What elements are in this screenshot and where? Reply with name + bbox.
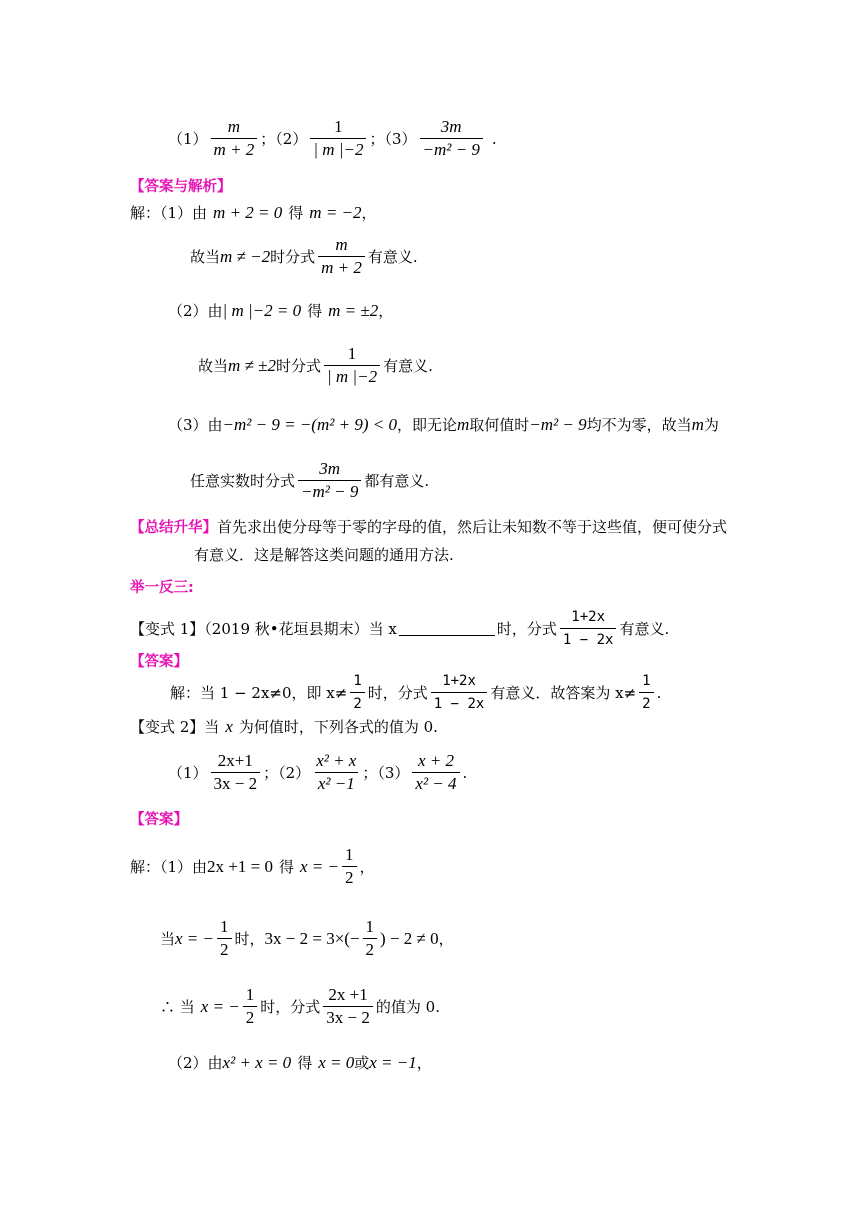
text: ，即无论 <box>396 416 457 434</box>
text: ， <box>378 302 394 320</box>
text: 解：当 1 − 2x≠0，即 x≠ <box>170 684 348 702</box>
answer-2-step-4 <box>168 1052 432 1073</box>
text: 解：（1）由 <box>130 204 208 222</box>
text: 时，分式 <box>496 620 557 638</box>
text: ， <box>416 1054 432 1072</box>
fraction: $\frac{1+2x}{1 - 2x}$ <box>560 608 617 649</box>
text: 有意义. <box>367 248 418 266</box>
equation: x = − <box>300 856 339 876</box>
answer-analysis-heading: 【答案与解析】 <box>130 179 232 195</box>
text: 均不为零，故当 <box>586 416 692 434</box>
expression: −m² − 9 <box>529 414 587 434</box>
text: 都有意义. <box>364 472 430 490</box>
text: ∴ 当 <box>160 998 195 1016</box>
answer-heading-2: 【答案】 <box>130 812 188 828</box>
fraction: $\frac{m}{m + 2}$ <box>318 236 365 277</box>
text: ， <box>361 204 377 222</box>
text: ；（2） <box>263 764 311 782</box>
answer-1 <box>170 672 661 713</box>
fraction: $\frac{1}{2}$ <box>217 918 232 959</box>
text: （3）由 <box>168 416 223 434</box>
answer-2-step-2 <box>160 918 454 959</box>
text: 得 <box>278 858 294 876</box>
problem-label-1: （1） <box>168 130 208 148</box>
variant-1 <box>130 608 669 649</box>
variant-2-list <box>168 752 467 793</box>
problem-label-2: ；（2） <box>260 130 308 148</box>
fraction: $\frac{3m}{\text{−m² − 9}}$ <box>298 460 361 501</box>
equation: x = − <box>175 928 215 948</box>
fraction: $\frac{1}{2}$ <box>342 846 357 887</box>
text: ；（3） <box>362 764 410 782</box>
equation: 3x − 2 = 3×(− <box>264 928 360 948</box>
variant-2 <box>130 716 438 737</box>
solution-3-conclusion <box>190 460 429 501</box>
text: 时，分式 <box>367 684 428 702</box>
solution-1 <box>130 202 377 223</box>
answer-heading-1: 【答案】 <box>130 654 188 670</box>
equation: x = 0 <box>318 1052 355 1072</box>
text: 任意实数时分式 <box>190 472 296 490</box>
text: 为 <box>703 416 719 434</box>
equation: x² + x = 0 <box>222 1052 292 1072</box>
text: 或 <box>354 1054 370 1072</box>
variable: m <box>691 414 704 434</box>
fraction: $\frac{1}{| m |-2}$ <box>324 345 380 386</box>
text: （1） <box>168 764 208 782</box>
answer-2-step-1 <box>130 846 375 887</box>
text: 的值为 0. <box>375 998 440 1016</box>
problem-label-3: ；（3） <box>369 130 417 148</box>
equation: m ≠ −2 <box>220 246 271 266</box>
text: . <box>656 683 662 702</box>
text: 【变式 1】（2019 秋•花垣县期末）当 x <box>130 620 397 638</box>
fraction-3: $\frac{3m}{\text{−m² − 9}}$ <box>420 118 483 159</box>
fraction: $\frac{x + 2}{\text{x² − 4}}$ <box>412 752 459 793</box>
practice-heading: 举一反三: <box>130 580 194 596</box>
text: （2）由 <box>168 302 223 320</box>
solution-1-conclusion <box>190 236 418 277</box>
text: 有意义. <box>619 620 670 638</box>
answer-blank <box>399 621 495 636</box>
text: 有意义．这是解答这类问题的通用方法. <box>194 546 454 564</box>
text: 时，分式 <box>260 998 321 1016</box>
solution-2-conclusion <box>198 345 433 386</box>
fraction: $\frac{2x +1}{3x - 2}$ <box>323 986 373 1027</box>
equation: | m |−2 = 0 <box>222 300 302 320</box>
equation: x = − <box>200 996 240 1016</box>
equation: 2x +1 = 0 <box>207 856 273 876</box>
fraction: $\frac{1}{2}$ <box>243 986 258 1027</box>
text: （2）由 <box>168 1054 223 1072</box>
equation: ) − 2 ≠ 0 <box>380 928 439 948</box>
text: 时， <box>234 930 265 948</box>
text: 故当 <box>190 248 221 266</box>
variable: x <box>225 716 233 736</box>
text: 得 <box>288 204 304 222</box>
fraction-2: $\frac{1}{| m |-2}$ <box>310 118 366 159</box>
equation: m = ±2 <box>328 300 379 320</box>
equation: x = −1 <box>369 1052 417 1072</box>
text: ， <box>359 858 375 876</box>
fraction: $\frac{1}{2}$ <box>350 672 364 713</box>
text: 当 <box>160 930 176 948</box>
fraction: $\frac{\text{x² + x}}{\text{x² −1}}$ <box>316 751 357 793</box>
text: 解：（1）由 <box>130 858 208 876</box>
text: 首先求出使分母等于零的字母的值，然后让未知数不等于这些值，便可使分式 <box>217 518 728 536</box>
solution-2 <box>168 300 393 321</box>
text: 有意义. <box>383 357 433 375</box>
equation: m = −2 <box>309 202 362 222</box>
text: 得 <box>307 302 323 320</box>
problem-line <box>168 118 497 159</box>
text: 【变式 2】当 <box>130 718 220 736</box>
text: 为何值时，下列各式的值为 0. <box>238 718 438 736</box>
summary-tag: 【总结升华】 <box>130 520 217 536</box>
solution-3 <box>168 414 719 435</box>
fraction: $\frac{1}{2}$ <box>363 918 378 959</box>
period: . <box>491 129 497 148</box>
text: 有意义．故答案为 x≠ <box>490 684 637 702</box>
fraction: $\frac{1}{2}$ <box>639 672 653 713</box>
equation: −m² − 9 = −(m² + 9) < 0 <box>222 414 397 434</box>
text: 故当 <box>198 357 229 375</box>
fraction: $\frac{1+2x}{1 - 2x}$ <box>431 672 488 713</box>
variable: m <box>456 414 470 434</box>
text: 得 <box>297 1054 313 1072</box>
equation: m + 2 = 0 <box>213 202 283 222</box>
answer-2-step-3 <box>160 986 440 1027</box>
fraction: $\frac{2x+1}{3x - 2}$ <box>211 752 261 793</box>
summary-line-1 <box>130 516 727 537</box>
fraction-1: $\frac{m}{m + 2}$ <box>211 118 258 159</box>
text: 取何值时 <box>469 416 530 434</box>
text: . <box>462 763 468 782</box>
text: 时分式 <box>275 357 321 375</box>
equation: m ≠ ±2 <box>228 355 276 375</box>
text: 时分式 <box>270 248 316 266</box>
text: ， <box>438 930 454 948</box>
summary-line-2 <box>194 544 454 565</box>
